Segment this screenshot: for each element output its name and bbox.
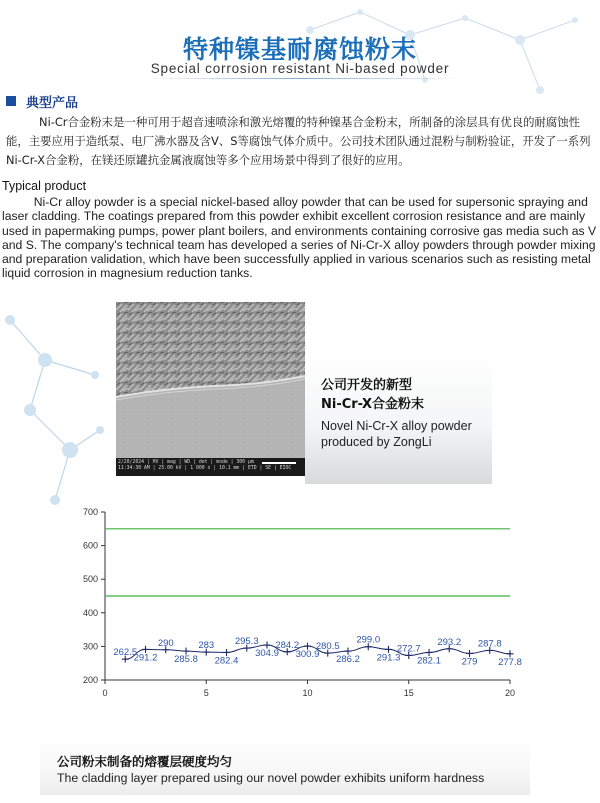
english-section-title: Typical product — [2, 179, 87, 193]
data-label: 283 — [198, 640, 215, 652]
data-label: 290 — [157, 637, 174, 649]
data-label: 272.7 — [396, 643, 421, 655]
data-label: 304.9 — [255, 648, 279, 660]
section-title: 典型产品 — [26, 95, 79, 111]
x-tick-label: 0 — [102, 688, 108, 698]
data-label: 287.8 — [477, 638, 502, 650]
x-tick-label: 20 — [504, 688, 516, 698]
x-tick-label: 15 — [403, 688, 414, 698]
data-label: 291.2 — [133, 652, 158, 664]
data-label: 293.2 — [437, 636, 462, 648]
title-divider — [142, 78, 462, 79]
data-label: 262.5 — [113, 647, 138, 659]
english-paragraph: Ni-Cr alloy powder is a special nickel-based alloy powder that can be used for supersonic spraying and laser cladding. The coatings prepared from this powder exhibit excellent corrosion resistance and are mainly used in papermaking pumps, power plant boilers, and environments containing corrosive gas media such as V and S. The company's technical team has developed a series of Ni-Cr-X alloy powders through powder mixing and preparation validation, which have been successfully applied in various scenarios such as resisting metal liquid corrosion in magnesium reduction tanks. — [2, 195, 597, 281]
y-tick-label: 700 — [82, 507, 98, 517]
caption-english — [321, 419, 496, 450]
square-bullet-icon — [6, 96, 16, 106]
chart-caption-cn: 公司粉末制备的熔覆层硬度均匀 — [57, 754, 233, 769]
caption-title-line2: Ni-Cr-X合金粉末 — [321, 397, 425, 412]
y-tick-label: 400 — [82, 607, 98, 618]
data-label: 291.3 — [376, 652, 401, 664]
data-label: 282.1 — [417, 655, 441, 667]
chinese-paragraph: Ni-Cr合金粉末是一种可用于超音速喷涂和激光熔覆的特种镍基合金粉末，所制备的涂层具有优良的耐腐蚀性能，主要应用于造纸泵、电厂沸水器及含V、S等腐蚀气体介质中。公司技术团队通过混粉与制粉验证，开发了一系列Ni-Cr-X合金粉，在镁还原罐抗金属液腐蚀等多个应用场景中得到了很好的应用。 — [6, 115, 591, 167]
y-tick-label: 500 — [82, 574, 98, 585]
sem-micrograph — [116, 302, 305, 476]
data-label: 277.8 — [498, 656, 522, 668]
section-heading — [6, 93, 78, 109]
data-label: 280.5 — [315, 641, 340, 653]
data-label: 285.8 — [174, 654, 198, 666]
y-tick-label: 200 — [82, 675, 98, 685]
x-tick-label: 10 — [302, 688, 313, 698]
x-tick-label: 5 — [203, 688, 209, 698]
chart-caption-en: The cladding layer prepared using our novel powder exhibits uniform hardness — [57, 771, 485, 785]
page-subtitle: Special corrosion resistant Ni-based powder — [150, 61, 450, 76]
data-label: 295.3 — [234, 636, 259, 648]
caption-english-line1: Novel Ni-Cr-X alloy powder — [321, 419, 472, 433]
data-label: 300.9 — [295, 649, 320, 661]
data-label: 299.0 — [356, 634, 381, 646]
data-label: 284.2 — [275, 639, 300, 651]
y-tick-label: 300 — [82, 641, 98, 652]
data-label: 282.4 — [214, 655, 239, 667]
caption-english-line2: produced by ZongLi — [321, 434, 432, 449]
data-label: 279 — [461, 656, 478, 668]
hardness-chart — [60, 500, 530, 715]
caption-title-line1: 公司开发的新型 — [321, 378, 413, 393]
data-label: 286.2 — [336, 654, 360, 666]
y-tick-label: 600 — [82, 540, 98, 551]
micrograph-databar: 2/20/2024 | HV | mag | WD | det | mode | 300 µm 11:34:30 AM | 25.00 kV | 1 000 x | 10.1 mm | ETD — [118, 460, 257, 471]
page-title: 特种镍基耐腐蚀粉末 — [182, 35, 417, 64]
